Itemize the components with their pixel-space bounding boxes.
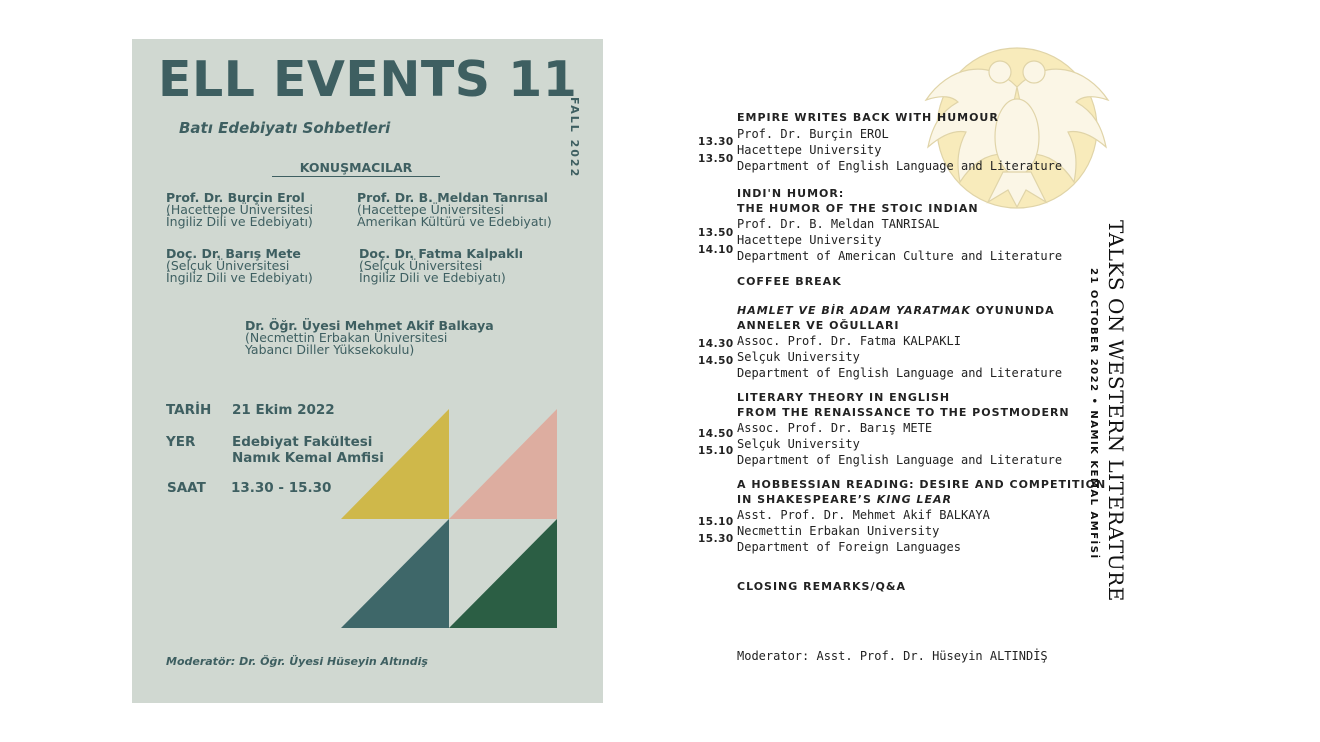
- start-time: 13.30: [698, 136, 734, 148]
- event-item: [737, 187, 1062, 264]
- side-subtitle: 21 OCTOBER 2022 • NAMIK KEMAL AMFİSİ: [1088, 268, 1099, 560]
- event-speaker: Prof. Dr. Burçin EROL: [737, 126, 889, 141]
- speaker-name: Doç. Dr. Fatma Kalpaklı: [359, 246, 524, 261]
- event-university: Selçuk University: [737, 437, 860, 451]
- event-title-rest: OYUNUNDA: [970, 304, 1055, 317]
- date-value: 21 Ekim 2022: [232, 402, 335, 418]
- event-time: [698, 134, 734, 168]
- event-item: [737, 111, 1062, 174]
- event-time: [698, 426, 734, 460]
- speaker-name: Doç. Dr. Barış Mete: [166, 246, 301, 261]
- poster-moderator: Moderatör: Dr. Öğr. Üyesi Hüseyin Altındiş: [166, 655, 428, 668]
- start-time: 15.10: [698, 516, 734, 528]
- event-title: THE HUMOR OF THE STOIC INDIAN: [737, 201, 979, 215]
- place-line: Namık Kemal Amfisi: [232, 450, 384, 466]
- time-value: 13.30 - 15.30: [231, 480, 332, 496]
- coffee-break: COFFEE BREAK: [737, 275, 842, 288]
- event-poster: [132, 39, 603, 703]
- end-time: 15.10: [698, 445, 734, 457]
- poster-subtitle: Batı Edebiyatı Sohbetleri: [179, 119, 391, 137]
- event-department: Department of English Language and Literature: [737, 453, 1063, 467]
- end-time: 14.50: [698, 355, 734, 367]
- event-department: Department of English Language and Literature: [737, 158, 1063, 173]
- event-title: INDI'N HUMOR:: [737, 187, 845, 200]
- teal-triangle: [341, 519, 449, 628]
- event-item: [737, 391, 1070, 468]
- side-title: TALKS ON WESTERN LITERATURE: [1104, 220, 1128, 602]
- start-time: 14.30: [698, 338, 734, 350]
- speaker-department: Yabancı Diller Yüksekokulu): [245, 342, 415, 357]
- play-title: KING LEAR: [876, 492, 952, 506]
- poster-season: FALL 2022: [568, 97, 581, 179]
- speaker-department: Amerikan Kültürü ve Edebiyatı): [357, 214, 552, 229]
- event-title: A HOBBESSIAN READING: DESIRE AND COMPETITION: [737, 478, 1107, 491]
- speaker-department: İngiliz Dili ve Edebiyatı): [359, 270, 506, 285]
- place-line: Edebiyat Fakültesi: [232, 434, 373, 450]
- event-university: Necmettin Erbakan University: [737, 524, 940, 538]
- event-speaker: Assoc. Prof. Dr. Barış METE: [737, 421, 933, 435]
- event-speaker: Assoc. Prof. Dr. Fatma KALPAKLI: [737, 334, 961, 348]
- speaker-department: İngiliz Dili ve Edebiyatı): [166, 270, 313, 285]
- speaker-name: Prof. Dr. Burçin Erol: [166, 190, 305, 205]
- event-speaker: Prof. Dr. B. Meldan TANRISAL: [737, 217, 940, 231]
- event-title: [737, 304, 1062, 319]
- event-department: Department of American Culture and Literature: [737, 249, 1063, 263]
- event-title-pre: IN SHAKESPEARE’S: [737, 492, 877, 506]
- event-time: [698, 225, 734, 259]
- speaker-tanrisal: [357, 192, 552, 228]
- date-label: TARİH: [166, 402, 212, 418]
- event-item: [737, 478, 1106, 555]
- event-speaker: Asst. Prof. Dr. Mehmet Akif BALKAYA: [737, 508, 990, 522]
- speaker-erol: [166, 192, 313, 228]
- event-university: Hacettepe University: [737, 142, 882, 157]
- play-title: HAMLET VE BİR ADAM YARATMAK: [737, 304, 971, 317]
- event-title: EMPIRE WRITES BACK WITH HUMOUR: [737, 111, 999, 124]
- event-department: Department of Foreign Languages: [737, 540, 961, 554]
- start-time: 13.50: [698, 227, 734, 239]
- speaker-mete: [166, 248, 313, 284]
- speaker-balkaya: [245, 320, 494, 356]
- speaker-affiliation: (Hacettepe Üniversitesi: [357, 202, 504, 217]
- pink-triangle: [449, 409, 557, 519]
- event-title: [737, 493, 1106, 508]
- speaker-affiliation: (Selçuk Üniversitesi: [359, 258, 483, 273]
- event-title: LITERARY THEORY IN ENGLISH: [737, 391, 951, 404]
- start-time: 14.50: [698, 428, 734, 440]
- closing-remarks: CLOSING REMARKS/Q&A: [737, 580, 906, 593]
- end-time: 14.10: [698, 244, 734, 256]
- triangle-graphic: [341, 409, 557, 629]
- event-time: [698, 336, 734, 370]
- speaker-name: Dr. Öğr. Üyesi Mehmet Akif Balkaya: [245, 318, 494, 333]
- event-time: [698, 514, 734, 548]
- event-title: ANNELER VE OĞULLARI: [737, 318, 900, 332]
- event-department: Department of English Language and Literature: [737, 366, 1063, 380]
- place-label: YER: [166, 434, 196, 450]
- end-time: 13.50: [698, 153, 734, 165]
- event-university: Hacettepe University: [737, 233, 882, 247]
- event-item: [737, 304, 1062, 381]
- speaker-affiliation: (Hacettepe Üniversitesi: [166, 202, 313, 217]
- end-time: 15.30: [698, 533, 734, 545]
- speaker-name: Prof. Dr. B. Meldan Tanrısal: [357, 190, 548, 205]
- speakers-heading: KONUŞMACILAR: [272, 160, 440, 177]
- mustard-triangle: [341, 409, 449, 519]
- program-moderator: Moderator: Asst. Prof. Dr. Hüseyin ALTINDİŞ: [737, 649, 1048, 663]
- event-title: FROM THE RENAISSANCE TO THE POSTMODERN: [737, 405, 1070, 419]
- green-triangle: [449, 519, 557, 628]
- speaker-affiliation: (Necmettin Erbakan Üniversitesi: [245, 330, 448, 345]
- poster-title: ELL EVENTS 11: [158, 51, 578, 108]
- event-university: Selçuk University: [737, 350, 860, 364]
- speaker-kalpakli: [359, 248, 523, 284]
- speaker-department: İngiliz Dili ve Edebiyatı): [166, 214, 313, 229]
- speaker-affiliation: (Selçuk Üniversitesi: [166, 258, 290, 273]
- time-label: SAAT: [167, 480, 206, 496]
